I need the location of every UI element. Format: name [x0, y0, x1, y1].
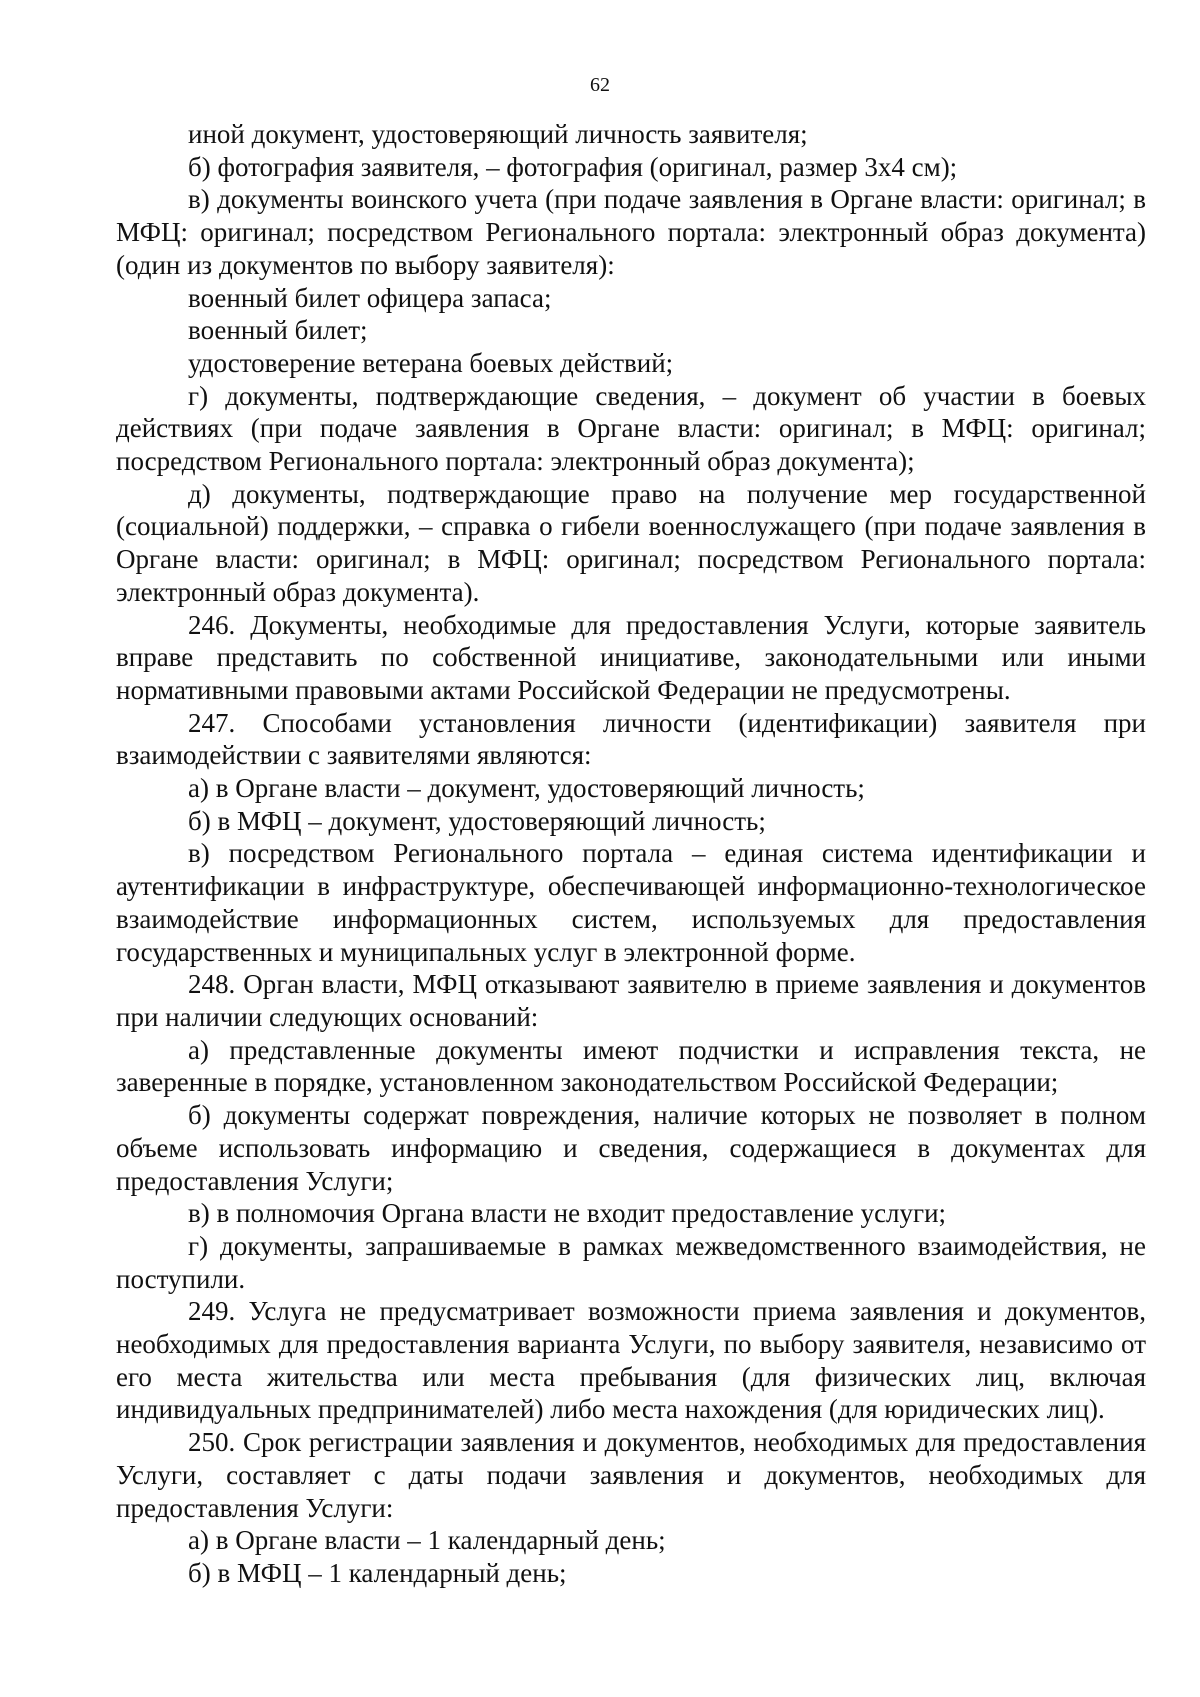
paragraph: иной документ, удостоверяющий личность заявителя; — [188, 119, 808, 149]
paragraph: б) документы содержат повреждения, наличие которых не позволяет в полном объеме использовать информацию и сведения, содержащиеся в документах для предоставления Услуги; — [116, 1100, 1146, 1196]
paragraph: удостоверение ветерана боевых действий; — [188, 347, 674, 378]
paragraph: а) в Органе власти – документ, удостоверяющий личность; — [188, 773, 865, 804]
paragraph: б) в МФЦ – документ, удостоверяющий личность; — [188, 805, 766, 836]
paragraph: г) документы, подтверждающие сведения, – документ об участии в боевых действиях (при подаче заявления в Органе власти: оригинал; в МФЦ: оригинал; посредством Регионального портала: электронный образ документа); — [116, 380, 1146, 477]
paragraph: военный билет; — [188, 315, 368, 346]
paragraph: в) посредством Регионального портала – единая система идентификации и аутентификации в инфраструктуре, обеспечивающей информационно-технологическое взаимодействие информационных систем, используемых для предоставления государственных и муниципальных услуг в электронной форме. — [116, 838, 1146, 967]
paragraph: б) фотография заявителя, – фотография (оригинал, размер 3х4 см); — [188, 151, 958, 182]
paragraph: б) в МФЦ – 1 календарный день; — [188, 1557, 567, 1588]
paragraph: в) в полномочия Органа власти не входит предоставление услуги; — [188, 1198, 947, 1229]
paragraph: 246. Документы, необходимые для предоставления Услуги, которые заявитель вправе представить по собственной инициативе, законодательными или иными нормативными правовыми актами Российской Федерации не предусмотрены. — [116, 609, 1146, 705]
page-number: 62 — [590, 74, 610, 96]
paragraph: а) в Органе власти – 1 календарный день; — [188, 1525, 666, 1556]
paragraph: 250. Срок регистрации заявления и документов, необходимых для предоставления Услуги, составляет с даты подачи заявления и документов, необходимых для предоставления Услуги: — [116, 1427, 1146, 1523]
paragraph: д) документы, подтверждающие право на получение мер государственной (социальной) поддержки, – справка о гибели военнослужащего (при подаче заявления в Органе власти: оригинал; в МФЦ: оригинал; посредством Регионального портала: электронный образ документа). — [116, 478, 1146, 607]
document-body — [116, 118, 1146, 1590]
paragraph: в) документы воинского учета (при подаче заявления в Органе власти: оригинал; в МФЦ: оригинал; посредством Регионального портала: электронный образ документа) (один из документов по выбору заявителя): — [116, 184, 1146, 280]
paragraph: 247. Способами установления личности (идентификации) заявителя при взаимодействии с заявителями являются: — [116, 707, 1146, 771]
paragraph: 248. Орган власти, МФЦ отказывают заявителю в приеме заявления и документов при наличии следующих оснований: — [116, 969, 1146, 1032]
paragraph: а) представленные документы имеют подчистки и исправления текста, не заверенные в порядке, установленном законодательством Российской Федерации; — [116, 1034, 1146, 1098]
paragraph: военный билет офицера запаса; — [188, 282, 552, 313]
paragraph: 249. Услуга не предусматривает возможности приема заявления и документов, необходимых для предоставления варианта Услуги, по выбору заявителя, независимо от его места жительства или места пребывания (для физических лиц, включая индивидуальных предпринимателей) либо места нахождения (для юридических лиц). — [116, 1296, 1146, 1425]
paragraph: г) документы, запрашиваемые в рамках межведомственного взаимодействия, не поступили. — [116, 1230, 1146, 1294]
